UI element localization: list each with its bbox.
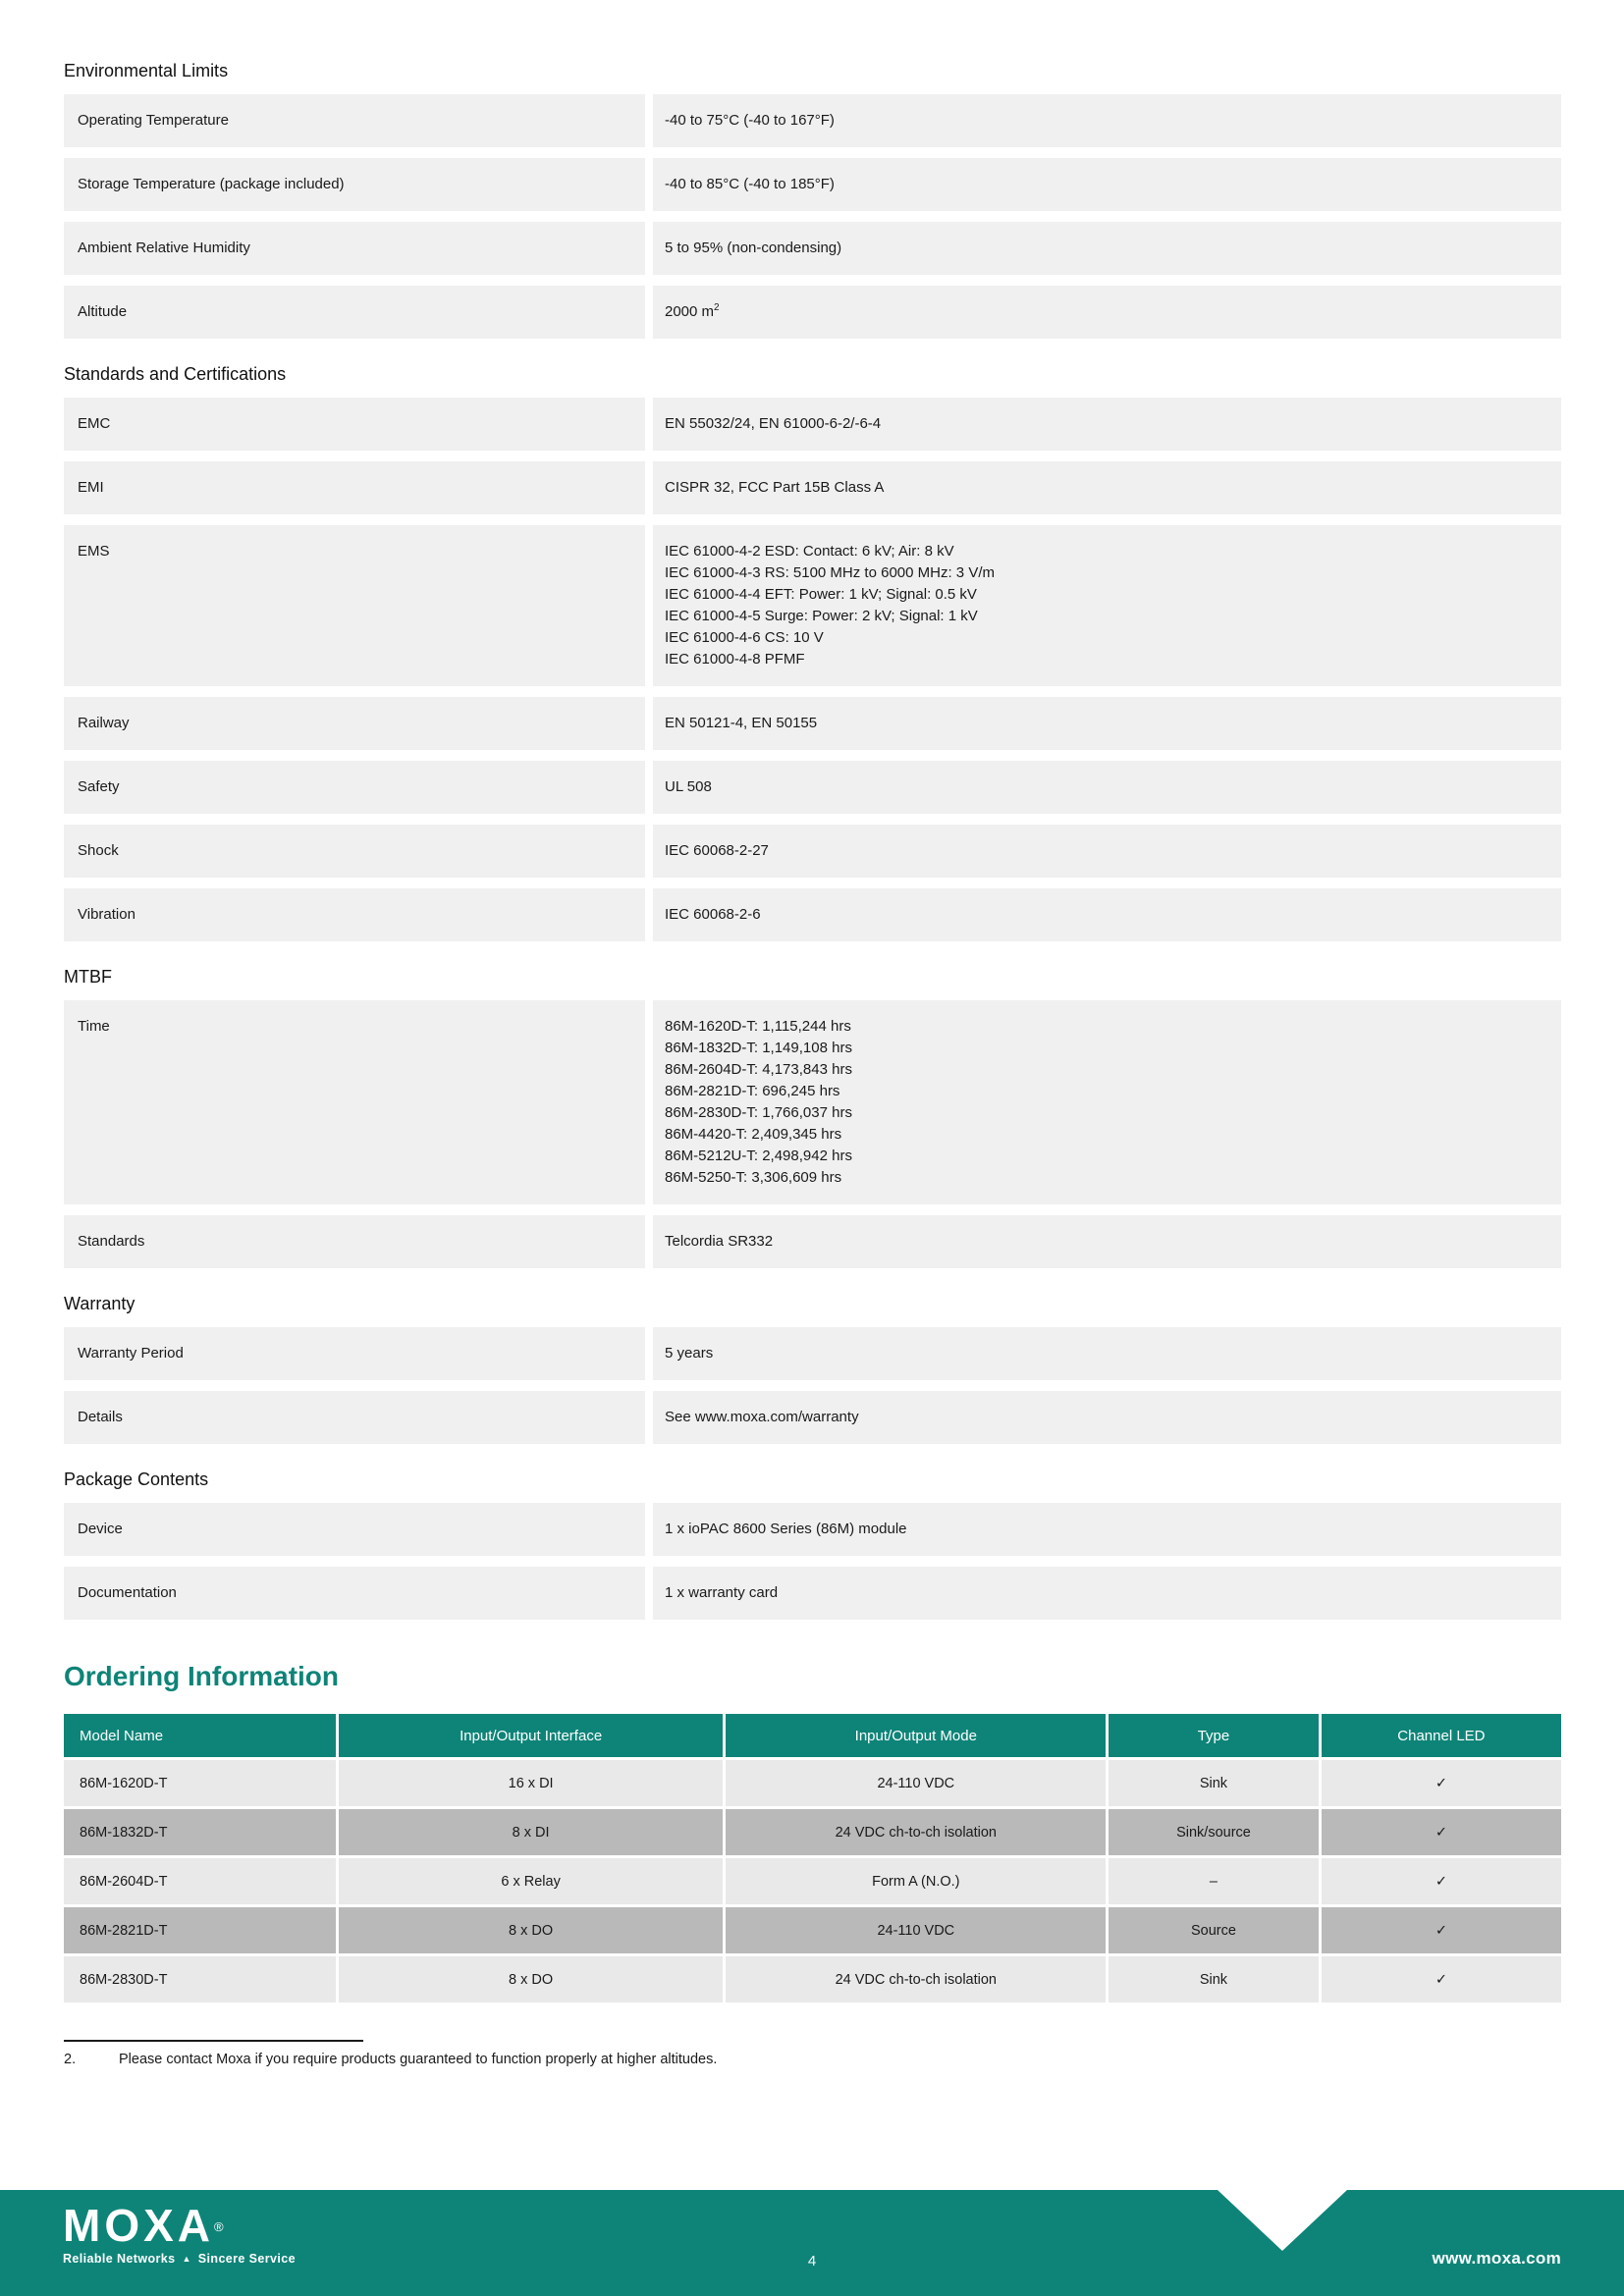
section-title: Standards and Certifications bbox=[64, 364, 287, 384]
spec-value-line: -40 to 85°C (-40 to 185°F) bbox=[665, 176, 835, 192]
ordering-table bbox=[64, 1714, 1561, 2002]
spec-value bbox=[653, 398, 1561, 451]
tagline-left: Reliable Networks bbox=[63, 2252, 176, 2266]
spec-label: Device bbox=[64, 1503, 645, 1556]
spec-value-line: 86M-4420-T: 2,409,345 hrs bbox=[665, 1126, 842, 1143]
spec-value bbox=[653, 461, 1561, 514]
spec-value-line: 86M-1832D-T: 1,149,108 hrs bbox=[665, 1040, 852, 1056]
spec-value-line: Telcordia SR332 bbox=[665, 1233, 774, 1250]
spec-label: Railway bbox=[64, 697, 645, 750]
spec-value-line: IEC 61000-4-6 CS: 10 V bbox=[665, 629, 824, 646]
spec-value-line: EN 55032/24, EN 61000-6-2/-6-4 bbox=[665, 415, 882, 432]
spec-label: Ambient Relative Humidity bbox=[64, 222, 645, 275]
spec-value bbox=[653, 1503, 1561, 1556]
table-cell: Form A (N.O.) bbox=[726, 1858, 1106, 1904]
spec-value-line: 5 to 95% (non-condensing) bbox=[665, 240, 842, 256]
spec-value-line: IEC 61000-4-3 RS: 5100 MHz to 6000 MHz: 3 V/m bbox=[665, 564, 995, 581]
spec-value-line: IEC 61000-4-8 PFMF bbox=[665, 651, 805, 667]
spec-row bbox=[64, 94, 1561, 147]
spec-row bbox=[64, 1391, 1561, 1444]
table-cell: 24-110 VDC bbox=[726, 1760, 1106, 1806]
spec-value-line: -40 to 75°C (-40 to 167°F) bbox=[665, 112, 835, 129]
spec-row bbox=[64, 697, 1561, 750]
table-cell: Sink bbox=[1109, 1760, 1319, 1806]
footnote-ref: 2 bbox=[714, 302, 720, 313]
table-cell: 8 x DO bbox=[339, 1956, 724, 2002]
spec-row bbox=[64, 1567, 1561, 1620]
table-cell: 86M-1620D-T bbox=[64, 1760, 336, 1806]
spec-row bbox=[64, 825, 1561, 878]
spec-value-line: 1 x ioPAC 8600 Series (86M) module bbox=[665, 1521, 907, 1537]
footnote-divider bbox=[64, 2040, 363, 2042]
spec-value-line: IEC 61000-4-5 Surge: Power: 2 kV; Signal: 1 kV bbox=[665, 608, 978, 624]
spec-value-line: 5 years bbox=[665, 1345, 714, 1362]
spec-row bbox=[64, 461, 1561, 514]
spec-row bbox=[64, 158, 1561, 211]
table-cell: Sink/source bbox=[1109, 1809, 1319, 1855]
table-cell: Source bbox=[1109, 1907, 1319, 1953]
spec-label: Storage Temperature (package included) bbox=[64, 158, 645, 211]
section-title: Package Contents bbox=[64, 1469, 209, 1489]
spec-row bbox=[64, 1215, 1561, 1268]
table-cell: 8 x DO bbox=[339, 1907, 724, 1953]
spec-label: EMI bbox=[64, 461, 645, 514]
table-cell: 8 x DI bbox=[339, 1809, 724, 1855]
column-header: Input/Output Interface bbox=[339, 1714, 724, 1757]
spec-row bbox=[64, 1327, 1561, 1380]
spec-value bbox=[653, 1215, 1561, 1268]
spec-value-line: 86M-1620D-T: 1,115,244 hrs bbox=[665, 1018, 851, 1035]
table-cell: 86M-1832D-T bbox=[64, 1809, 336, 1855]
column-header: Input/Output Mode bbox=[726, 1714, 1106, 1757]
spec-value-line: 2000 $m^2$ bbox=[665, 302, 720, 320]
spec-row bbox=[64, 761, 1561, 814]
spec-label: EMC bbox=[64, 398, 645, 451]
spec-row bbox=[64, 888, 1561, 941]
table-cell: 24 VDC ch-to-ch isolation bbox=[726, 1809, 1106, 1855]
table-cell: 86M-2604D-T bbox=[64, 1858, 336, 1904]
spec-value bbox=[653, 222, 1561, 275]
spec-value bbox=[653, 761, 1561, 814]
tagline-right: Sincere Service bbox=[197, 2252, 296, 2266]
spec-value bbox=[653, 888, 1561, 941]
check-icon-cell: ✓ bbox=[1322, 1907, 1561, 1953]
spec-row bbox=[64, 286, 1561, 339]
spec-sections bbox=[64, 61, 1561, 1620]
table-cell: 24 VDC ch-to-ch isolation bbox=[726, 1956, 1106, 2002]
spec-value-line: UL 508 bbox=[665, 778, 712, 795]
spec-value-line: 86M-2821D-T: 696,245 hrs bbox=[665, 1083, 840, 1099]
registered-mark: ® bbox=[214, 2219, 224, 2234]
column-header: Type bbox=[1109, 1714, 1319, 1757]
spec-label: Operating Temperature bbox=[64, 94, 645, 147]
footnote-body: Please contact Moxa if you require products guaranteed to function properly at higher altitudes. bbox=[119, 2052, 718, 2067]
triangle-icon: ▲ bbox=[182, 2253, 191, 2264]
spec-value-line: 1 x warranty card bbox=[665, 1584, 779, 1601]
spec-value bbox=[653, 286, 1561, 339]
moxa-logo-text bbox=[63, 2202, 296, 2249]
spec-label: Warranty Period bbox=[64, 1327, 645, 1380]
spec-label: Safety bbox=[64, 761, 645, 814]
spec-label: Standards bbox=[64, 1215, 645, 1268]
column-header: Channel LED bbox=[1322, 1714, 1561, 1757]
spec-label: Details bbox=[64, 1391, 645, 1444]
section-title: Warranty bbox=[64, 1294, 135, 1313]
spec-value-line: CISPR 32, FCC Part 15B Class A bbox=[665, 479, 885, 496]
spec-value-line: See www.moxa.com/warranty bbox=[665, 1409, 859, 1425]
spec-value bbox=[653, 1567, 1561, 1620]
table-cell: 24-110 VDC bbox=[726, 1907, 1106, 1953]
spec-row bbox=[64, 1503, 1561, 1556]
spec-label: Vibration bbox=[64, 888, 645, 941]
section-title: Environmental Limits bbox=[64, 61, 229, 80]
page-footer bbox=[0, 2190, 1624, 2296]
spec-value-line: 86M-5212U-T: 2,498,942 hrs bbox=[665, 1148, 852, 1164]
column-header: Model Name bbox=[64, 1714, 336, 1757]
check-icon-cell: ✓ bbox=[1322, 1760, 1561, 1806]
spec-value-line: IEC 61000-4-2 ESD: Contact: 6 kV; Air: 8 kV bbox=[665, 543, 954, 560]
spec-value-line: IEC 60068-2-27 bbox=[665, 842, 769, 859]
table-cell: Sink bbox=[1109, 1956, 1319, 2002]
spec-value bbox=[653, 94, 1561, 147]
spec-label: Time bbox=[64, 1000, 645, 1204]
spec-value bbox=[653, 1327, 1561, 1380]
ordering-information-title: Ordering Information bbox=[64, 1661, 339, 1691]
spec-value-line: 86M-5250-T: 3,306,609 hrs bbox=[665, 1169, 842, 1186]
spec-row bbox=[64, 222, 1561, 275]
spec-value bbox=[653, 825, 1561, 878]
page-number: 4 bbox=[807, 2253, 817, 2269]
spec-value-line: 86M-2830D-T: 1,766,037 hrs bbox=[665, 1104, 852, 1121]
footnote-marker: 2. bbox=[64, 2052, 77, 2067]
spec-value-line: IEC 60068-2-6 bbox=[665, 906, 761, 923]
brand-name: MOXA bbox=[63, 2200, 214, 2251]
spec-label: EMS bbox=[64, 525, 645, 686]
table-cell: 16 x DI bbox=[339, 1760, 724, 1806]
spec-label: Documentation bbox=[64, 1567, 645, 1620]
page-content bbox=[64, 61, 1561, 2069]
spec-row bbox=[64, 1000, 1561, 1204]
spec-value bbox=[653, 158, 1561, 211]
spec-value bbox=[653, 525, 1561, 686]
footer-notch-shape bbox=[1218, 2190, 1347, 2251]
spec-value-line: IEC 61000-4-4 EFT: Power: 1 kV; Signal: 0.5 kV bbox=[665, 586, 977, 603]
spec-value bbox=[653, 1391, 1561, 1444]
spec-value bbox=[653, 697, 1561, 750]
footnote bbox=[64, 2040, 1561, 2069]
spec-label: Altitude bbox=[64, 286, 645, 339]
spec-label: Shock bbox=[64, 825, 645, 878]
spec-row bbox=[64, 525, 1561, 686]
spec-value bbox=[653, 1000, 1561, 1204]
spec-value-line: EN 50121-4, EN 50155 bbox=[665, 715, 818, 731]
check-icon-cell: ✓ bbox=[1322, 1858, 1561, 1904]
check-icon-cell: ✓ bbox=[1322, 1956, 1561, 2002]
section-title: MTBF bbox=[64, 967, 112, 987]
footer-website: www.moxa.com bbox=[1432, 2249, 1561, 2268]
table-cell: 86M-2821D-T bbox=[64, 1907, 336, 1953]
footnote-text bbox=[64, 2051, 1561, 2069]
check-icon-cell: ✓ bbox=[1322, 1809, 1561, 1855]
spec-value-line: 86M-2604D-T: 4,173,843 hrs bbox=[665, 1061, 852, 1078]
spec-row bbox=[64, 398, 1561, 451]
table-cell: 6 x Relay bbox=[339, 1858, 724, 1904]
table-cell: – bbox=[1109, 1858, 1319, 1904]
table-cell: 86M-2830D-T bbox=[64, 1956, 336, 2002]
